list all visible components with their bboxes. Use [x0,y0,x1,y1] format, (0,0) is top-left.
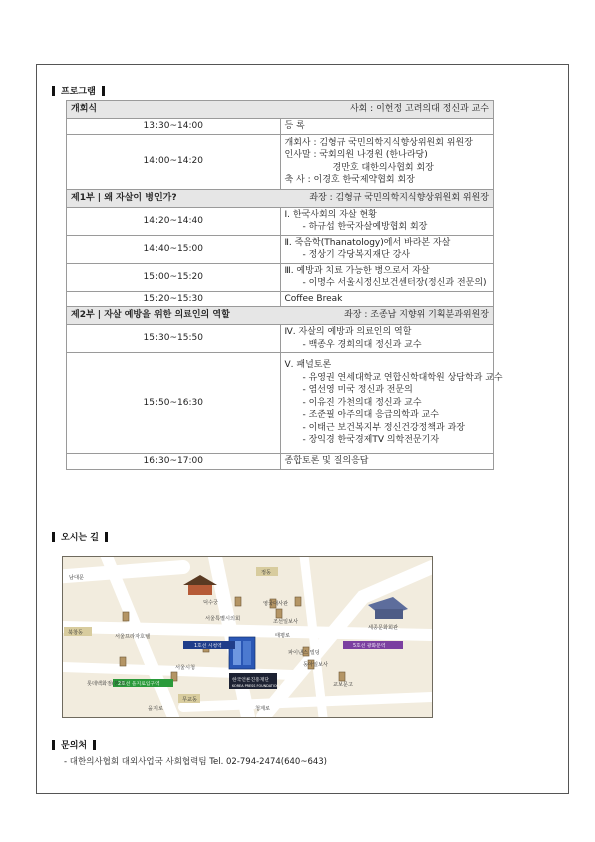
session-text: 축 사 : 이경호 한국제약협회 회장 [284,175,415,185]
session-text: 인사말 : 국회의원 나경원 (한나라당) [284,150,428,160]
time-cell: 15:30~15:50 [67,325,281,353]
line1-label: 1호선 시청역 [194,644,222,649]
program-heading-text: 프로그램 [61,87,96,97]
panelist: - 조준필 아주의대 응급의학과 교수 [302,410,439,421]
part2-title: 제2부 | 자살 예방을 위한 의료인의 역할 [71,310,230,321]
map-label: 태평로 [275,633,291,639]
map-label: 파이낸스 빌딩 [288,650,320,656]
map-label: 롯데백화점(본점) [87,681,127,687]
map-label: 을지로 [148,706,164,712]
heading-bar [105,532,108,542]
heading-bar [52,740,55,750]
map-label: 동아일보사 [303,662,329,668]
map-label: 정동 [261,570,272,576]
part1-title: 제1부 | 왜 자살이 병인가? [71,192,177,203]
heading-bar [102,86,105,96]
table-row [67,119,494,135]
heading-bar [52,86,55,96]
map-label: 서울프라자호텔 [115,634,151,640]
session-text: 개회사 : 김형규 국민의학지식향상위원회 위원장 [284,137,473,148]
panelist: - 유영권 연세대학교 연합신학대학원 상담학과 교수 [302,372,503,383]
part1-chair: 좌장 : 김형규 국민의학지식향상위원회 위원장 [309,192,489,203]
map-label: 청계로 [255,706,271,712]
line5-label: 5호선 광화문역 [353,644,386,649]
session-text: Coffee Break [284,293,343,304]
map-label: 영국대사관 [263,601,289,607]
press-center-label: 한국언론진흥재단 [232,678,270,683]
map-label: 세종문화회관 [368,625,399,631]
speaker: - 정상기 각당복지재단 강사 [302,250,410,260]
speaker: - 하규섭 한국자살예방협회 회장 [302,222,428,232]
session-title: Ⅰ. 한국사회의 자살 현황 [284,209,377,220]
session-text: 경만호 대한의사협회 회장 [332,162,434,173]
map-graphic [63,557,432,717]
session-title: Ⅳ. 자살의 예방과 의료인의 역할 [284,327,412,337]
session-title: Ⅴ. 패널토론 [284,360,332,371]
time-cell: 14:20~14:40 [67,207,281,235]
session-title: Ⅱ. 죽음학(Thanatology)에서 바라본 자살 [284,237,451,248]
location-map [62,556,433,718]
map-label: 덕수궁 [203,600,219,606]
table-row [67,207,494,235]
table-row [67,263,494,291]
map-label: 서울특별시의회 [205,616,241,622]
panelist: - 이유진 가천의대 정신과 교수 [302,397,422,408]
part1-header-row [67,189,494,207]
part2-header-row [67,307,494,325]
directions-heading [52,530,108,543]
table-row [67,291,494,307]
contact-info: - 대한의사협회 대외사업국 사회협력팀 Tel. 02-794-2474(640~643) [64,757,328,767]
panelist: - 이태근 보건복지부 정신건강정책과 과장 [302,422,465,433]
map-label: 북창동 [68,630,84,636]
time-cell: 15:50~16:30 [67,353,281,454]
time-cell: 14:40~15:00 [67,235,281,263]
time-cell: 14:00~14:20 [67,134,281,189]
heading-bar [52,532,55,542]
map-label: 교보문고 [333,682,354,688]
session-text: 등 록 [284,121,305,131]
opening-header-row [67,101,494,119]
table-row [67,235,494,263]
time-cell: 15:00~15:20 [67,263,281,291]
program-table [66,100,503,470]
directions-heading-text: 오시는 길 [61,533,99,543]
table-row [67,325,494,353]
line2-label: 2호선 을지로입구역 [118,682,160,687]
table-row [67,353,494,454]
table-row [67,454,494,470]
panelist: - 염선영 미국 정신과 전문의 [302,385,413,396]
contact-heading-text: 문의처 [61,741,88,751]
panelist: - 장익경 한국경제TV 의학전문기자 [302,435,440,446]
map-label: 조선일보사 [273,619,299,625]
time-cell: 15:20~15:30 [67,291,281,307]
time-cell: 13:30~14:00 [67,119,281,135]
opening-chair: 사회 : 이헌정 고려의대 정신과 교수 [349,104,489,115]
opening-title: 개회식 [71,104,98,115]
map-label: 남대문 [69,575,85,581]
contact-heading [52,738,96,751]
press-center-label-en: KOREA PRESS FOUNDATION [232,684,280,688]
speaker: - 백종우 경희의대 정신과 교수 [302,339,422,350]
time-cell: 16:30~17:00 [67,454,281,470]
program-heading [52,84,105,97]
heading-bar [93,740,96,750]
map-label: 무교동 [182,697,198,703]
part2-chair: 좌장 : 조종남 지향위 기획분과위원장 [344,310,489,321]
session-text: 종합토론 및 질의응답 [284,456,369,466]
speaker: - 이명수 서울시정신보건센터장(정신과 전문의) [302,278,487,288]
map-label: 서울시청 [175,665,196,671]
session-title: Ⅲ. 예방과 치료 가능한 병으로서 자살 [284,265,430,276]
table-row [67,134,494,189]
